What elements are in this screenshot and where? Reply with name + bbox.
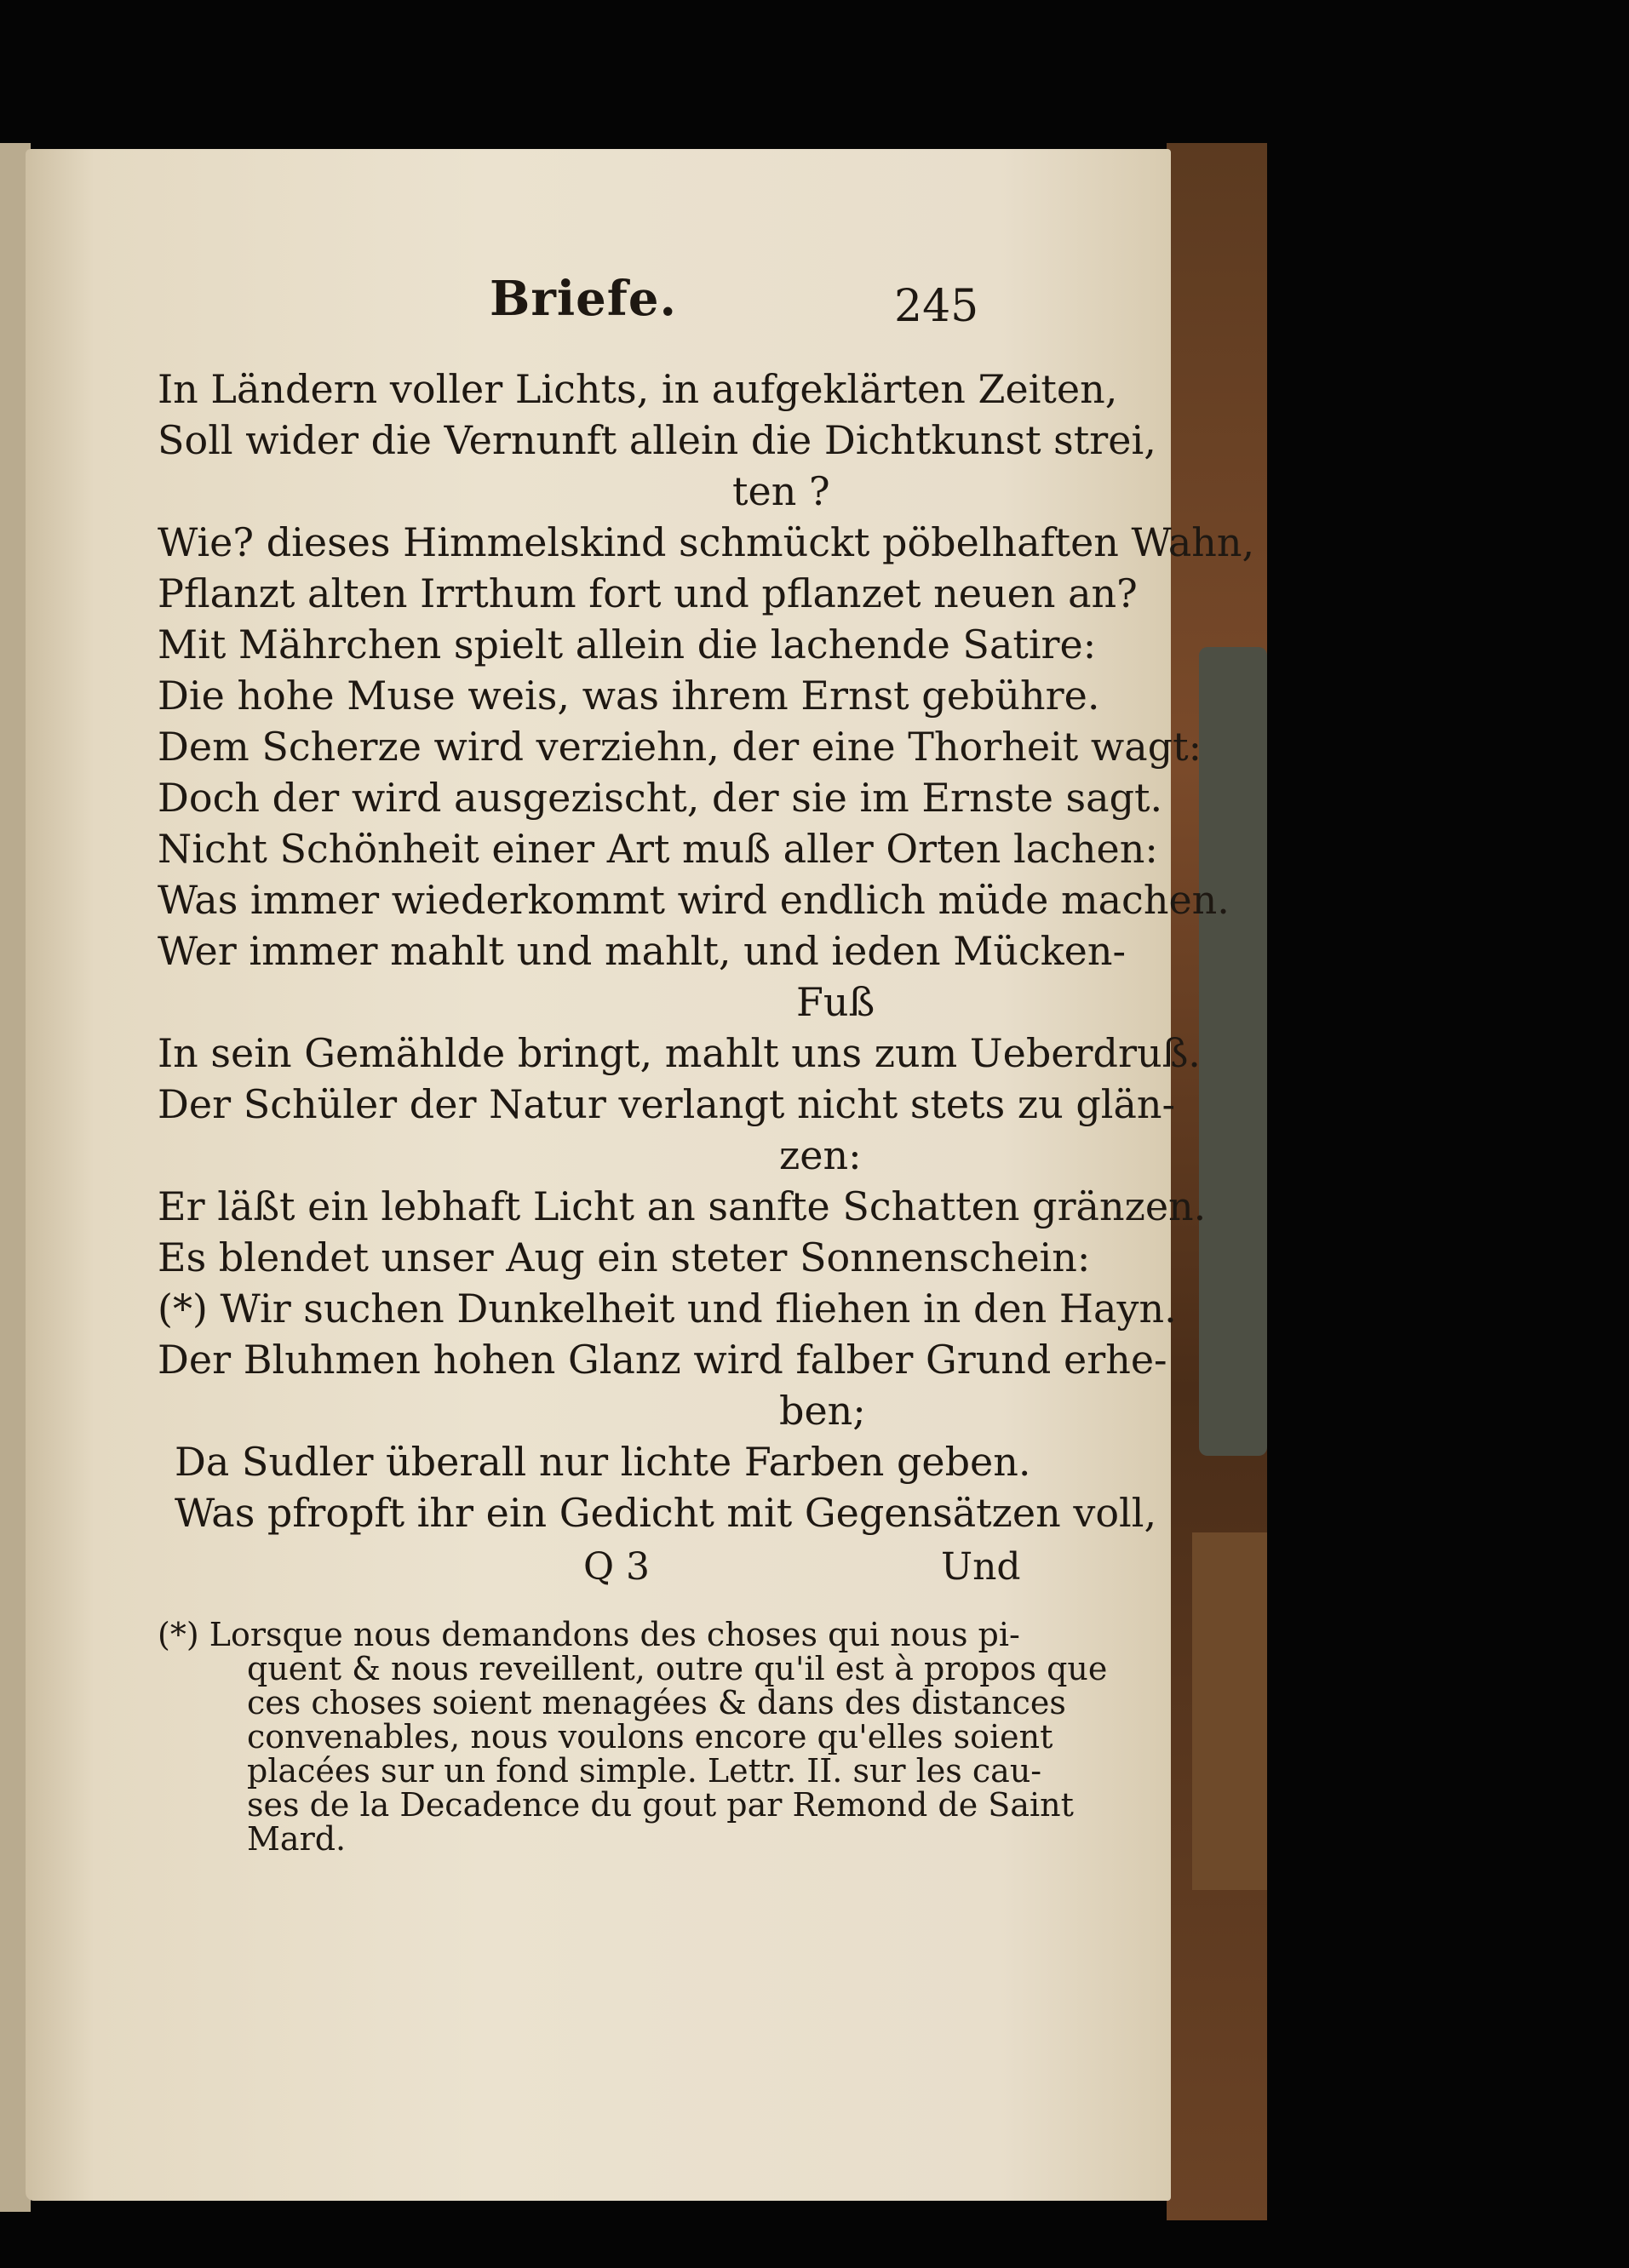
verse-line: Der Bluhmen hohen Glanz wird falber Grund erhe- — [158, 1337, 1167, 1383]
verse-line: (*) Wir suchen Dunkelheit und fliehen in den Hayn. — [158, 1286, 1177, 1332]
verse-line: In Ländern voller Lichts, in aufgeklärten Zeiten, — [158, 366, 1118, 412]
footnote-line: convenables, nous voulons encore qu'elles soient — [247, 1718, 1053, 1755]
signature-mark: Q 3 — [583, 1545, 651, 1589]
page-number: 245 — [894, 281, 979, 332]
verse-line: In sein Gemählde bringt, mahlt uns zum Ueberdruß. — [158, 1030, 1201, 1076]
verse-line: Was pfropft ihr ein Gedicht mit Gegensätzen voll, — [175, 1490, 1157, 1536]
verse-line: ten ? — [732, 468, 830, 514]
footnote-line: ses de la Decadence du gout par Remond de Saint — [247, 1786, 1074, 1824]
footnote-line: ces choses soient menagées & dans des distances — [247, 1684, 1066, 1721]
verse-line: Was immer wiederkommt wird endlich müde machen. — [158, 877, 1230, 923]
verse-line: Fuß — [796, 979, 875, 1025]
verse-line: Mit Mährchen spielt allein die lachende Satire: — [158, 621, 1097, 667]
verse-line: Er läßt ein lebhaft Licht an sanfte Schatten gränzen. — [158, 1183, 1207, 1229]
running-header: Briefe. — [490, 271, 677, 327]
verse-line: ben; — [779, 1388, 866, 1434]
verse-line: Wer immer mahlt und mahlt, und ieden Mücken- — [158, 928, 1126, 974]
verse-line: Dem Scherze wird verziehn, der eine Thorheit wagt: — [158, 724, 1202, 770]
verse-line: Wie? dieses Himmelskind schmückt pöbelhaften Wahn, — [158, 519, 1255, 565]
footnote-line: quent & nous reveillent, outre qu'il est à propos que — [247, 1650, 1108, 1687]
verse-line: Nicht Schönheit einer Art muß aller Orten lachen: — [158, 826, 1158, 872]
catchword: Und — [941, 1545, 1021, 1589]
verse-line: Soll wider die Vernunft allein die Dichtkunst strei, — [158, 417, 1156, 463]
verse-line: Es blendet unser Aug ein steter Sonnenschein: — [158, 1234, 1091, 1280]
footnote-line: placées sur un fond simple. Lettr. II. sur les cau- — [247, 1752, 1042, 1790]
cover-wear-mark — [1199, 647, 1267, 1456]
verse-line: Der Schüler der Natur verlangt nicht stets zu glän- — [158, 1081, 1176, 1127]
footnote-line: Mard. — [247, 1820, 347, 1858]
verse-line: Pflanzt alten Irrthum fort und pflanzet neuen an? — [158, 570, 1138, 616]
verse-line: Da Sudler überall nur lichte Farben geben. — [175, 1439, 1031, 1485]
verse-line: Die hohe Muse weis, was ihrem Ernst gebühre. — [158, 673, 1100, 719]
verse-line: Doch der wird ausgezischt, der sie im Ernste sagt. — [158, 775, 1163, 821]
verse-line: zen: — [779, 1132, 862, 1178]
cover-wear-mark — [1192, 1532, 1267, 1890]
footnote-line: (*) Lorsque nous demandons des choses qui nous pi- — [158, 1616, 1020, 1653]
